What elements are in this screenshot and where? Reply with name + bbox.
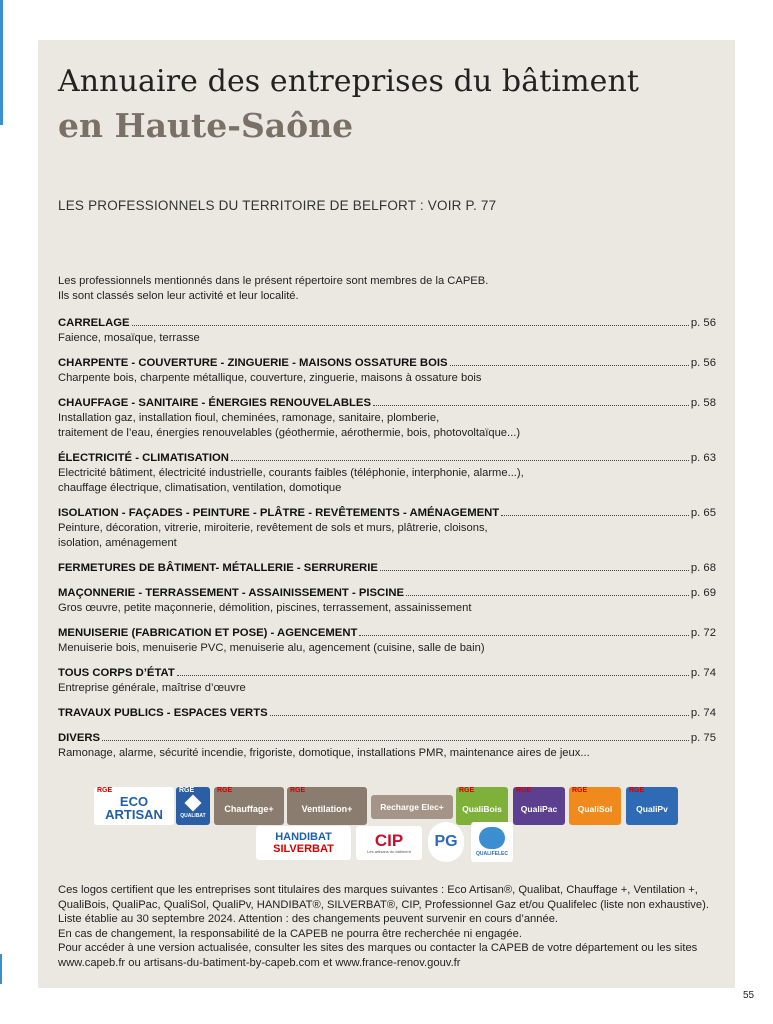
footer-line: En cas de changement, la responsabilité de la CAPEB ne pourra être recherchée ni engagée. bbox=[58, 927, 522, 940]
section-page: p. 58 bbox=[690, 397, 716, 409]
section-description: Faience, mosaïque, terrasse bbox=[58, 332, 200, 344]
section-title: CHARPENTE - COUVERTURE - ZINGUERIE - MAISONS OSSATURE BOIS bbox=[58, 357, 448, 369]
footer-line: QualiBois, QualiPac, QualiSol, QualiPv, HANDIBAT®, SILVERBAT®, CIP, Professionnel Gaz et/ou Qualifelec (liste non exhaustive). bbox=[58, 898, 709, 911]
section-page: p. 69 bbox=[690, 587, 716, 599]
edge-bar bbox=[0, 0, 3, 125]
leader-dots bbox=[132, 324, 689, 326]
section-entry bbox=[58, 316, 716, 346]
section-title: TRAVAUX PUBLICS - ESPACES VERTS bbox=[58, 707, 268, 719]
section-title: ÉLECTRICITÉ - CLIMATISATION bbox=[58, 452, 229, 464]
intro-text bbox=[58, 274, 488, 304]
section-page: p. 74 bbox=[690, 667, 716, 679]
leader-dots bbox=[177, 674, 689, 676]
section-entry bbox=[58, 706, 716, 721]
leader-dots bbox=[359, 634, 688, 636]
page-subtitle: en Haute-Saône bbox=[58, 106, 354, 145]
leader-dots bbox=[270, 714, 689, 716]
leader-dots bbox=[102, 739, 689, 741]
section-entry bbox=[58, 586, 716, 616]
qualipv-logo: RGE QualiPv bbox=[626, 787, 678, 825]
section-title: ISOLATION - FAÇADES - PEINTURE - PLÂTRE - REVÊTEMENTS - AMÉNAGEMENT bbox=[58, 507, 500, 519]
section-description: Electricité bâtiment, électricité industrielle, courants faibles (téléphonie, interphonie, alarme...), chauffage électrique, climatisation, ventilation, domotique bbox=[58, 467, 524, 494]
section-page: p. 68 bbox=[690, 562, 716, 574]
section-page: p. 75 bbox=[690, 732, 716, 744]
page-number: 55 bbox=[743, 990, 755, 1001]
section-list bbox=[58, 316, 716, 771]
section-entry bbox=[58, 451, 716, 496]
section-title: MENUISERIE (FABRICATION ET POSE) - AGENCEMENT bbox=[58, 627, 358, 639]
section-description: Ramonage, alarme, sécurité incendie, frigoriste, domotique, installations PMR, maintenance aires de jeux... bbox=[58, 747, 590, 759]
edge-bar bbox=[0, 954, 2, 984]
belfort-note: LES PROFESSIONNELS DU TERRITOIRE DE BELFORT : VOIR P. 77 bbox=[58, 198, 497, 213]
intro-line: Ils sont classés selon leur activité et leur localité. bbox=[58, 290, 299, 302]
footer-notice bbox=[58, 883, 723, 970]
section-page: p. 65 bbox=[690, 507, 716, 519]
section-page: p. 74 bbox=[690, 707, 716, 719]
intro-line: Les professionnels mentionnés dans le présent répertoire sont membres de la CAPEB. bbox=[58, 275, 489, 287]
chauffage-plus-logo: RGE Chauffage+ bbox=[214, 787, 284, 825]
leader-dots bbox=[501, 514, 689, 516]
leader-dots bbox=[380, 569, 689, 571]
section-entry bbox=[58, 626, 716, 656]
section-description: Charpente bois, charpente métallique, couverture, zinguerie, maisons à ossature bois bbox=[58, 372, 482, 384]
page-title: Annuaire des entreprises du bâtiment bbox=[58, 64, 640, 99]
recharge-elec-logo: Recharge Elec+ bbox=[371, 795, 453, 819]
section-title: DIVERS bbox=[58, 732, 101, 744]
section-entry bbox=[58, 506, 716, 551]
qualibat-logo: RGE QUALIBAT bbox=[176, 787, 210, 825]
qualipac-logo: RGE QualiPac bbox=[513, 787, 565, 825]
qualisol-logo: RGE QualiSol bbox=[569, 787, 621, 825]
qualifelec-logo: QUALIFELEC bbox=[471, 822, 513, 862]
footer-line: Pour accéder à une version actualisée, consulter les sites des marques ou contacter la CAPEB de votre département ou les sites bbox=[58, 942, 698, 954]
section-description: Peinture, décoration, vitrerie, miroiterie, revêtement de sols et murs, plâtrerie, cloisons, isolation, aménagement bbox=[58, 522, 488, 549]
section-entry bbox=[58, 396, 716, 441]
cip-logo: CIP Les artisans du bâtiment bbox=[356, 826, 422, 860]
leader-dots bbox=[450, 364, 689, 366]
eco-artisan-logo: RGE ECO ARTISAN bbox=[94, 787, 174, 825]
footer-line: Ces logos certifient que les entreprises sont titulaires des marques suivantes : Eco Artisan®, Qualibat, Chauffage +, Ventilation +, bbox=[58, 884, 698, 896]
leader-dots bbox=[231, 459, 689, 461]
section-description: Menuiserie bois, menuiserie PVC, menuiserie alu, agencement (cuisine, salle de bain) bbox=[58, 642, 485, 654]
footer-line: www.capeb.fr ou artisans-du-batiment-by-capeb.com et www.france-renov.gouv.fr bbox=[58, 956, 461, 969]
leader-dots bbox=[406, 594, 689, 596]
qualibois-logo: RGE QualiBois bbox=[456, 787, 508, 825]
ventilation-plus-logo: RGE Ventilation+ bbox=[287, 787, 367, 825]
section-title: FERMETURES DE BÂTIMENT- MÉTALLERIE - SERRURERIE bbox=[58, 562, 378, 574]
section-entry bbox=[58, 356, 716, 386]
section-page: p. 63 bbox=[690, 452, 716, 464]
handibat-silverbat-logo: HANDIBAT SILVERBAT bbox=[256, 826, 351, 860]
section-description: Gros œuvre, petite maçonnerie, démolition, piscines, terrassement, assainissement bbox=[58, 602, 472, 614]
section-title: MAÇONNERIE - TERRASSEMENT - ASSAINISSEMENT - PISCINE bbox=[58, 587, 405, 599]
section-entry bbox=[58, 731, 716, 761]
leader-dots bbox=[373, 404, 689, 406]
section-title: CARRELAGE bbox=[58, 317, 130, 329]
section-page: p. 72 bbox=[690, 627, 716, 639]
section-description: Entreprise générale, maîtrise d’œuvre bbox=[58, 682, 246, 694]
pg-logo: PG bbox=[428, 822, 464, 862]
section-entry bbox=[58, 666, 716, 696]
section-entry bbox=[58, 561, 716, 576]
section-title: TOUS CORPS D’ÉTAT bbox=[58, 667, 175, 679]
footer-line: Liste établie au 30 septembre 2024. Attention : des changements peuvent survenir en cours d’année. bbox=[58, 913, 559, 925]
section-description: Installation gaz, installation fioul, cheminées, ramonage, sanitaire, plomberie, traitement de l’eau, énergies renouvelables (géothermie, aérothermie, bois, photovoltaïque...) bbox=[58, 412, 521, 439]
section-page: p. 56 bbox=[690, 317, 716, 329]
section-title: CHAUFFAGE - SANITAIRE - ÉNERGIES RENOUVELABLES bbox=[58, 397, 371, 409]
section-page: p. 56 bbox=[690, 357, 716, 369]
